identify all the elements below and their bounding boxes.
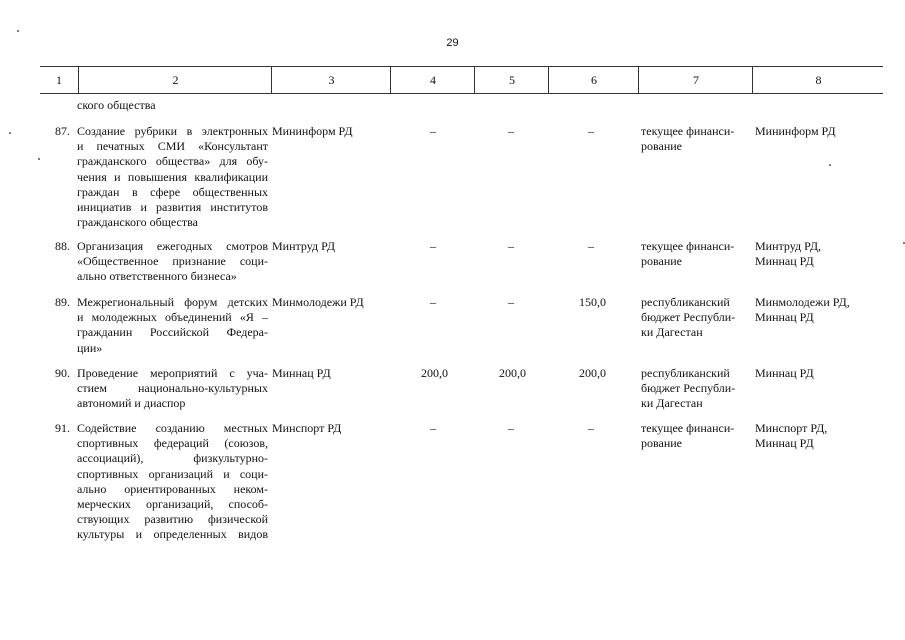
scan-speck (829, 164, 831, 166)
header-col-8: 8 (752, 67, 884, 93)
row-executor: Мининформ РД (272, 124, 353, 138)
row-source: республиканский бюджет Республи- ки Дагестан (641, 366, 736, 411)
row-col4: – (430, 124, 436, 138)
row-col6: – (588, 124, 594, 138)
header-col-1: 1 (56, 73, 62, 87)
row-responsible: Минспорт РД, Миннац РД (755, 421, 828, 451)
row-executor: Минмолодежи РД (272, 295, 364, 309)
row-description: Создание рубрики в электронных и печатных СМИ «Консультант гражданского общества» для обу- чения и повышения квалификации граждан в сфере общественных инициатив и развития институтов гражданского общества (77, 124, 268, 230)
table-header (40, 66, 883, 94)
header-col-4: 4 (390, 67, 475, 93)
row-description: Межрегиональный форум детских и молодежных объединений «Я – гражданин Российской Федера- ции» (77, 295, 268, 355)
scan-speck (17, 30, 19, 32)
continuation-text: ского общества (77, 98, 156, 112)
row-col6: – (588, 239, 594, 253)
row-col5: – (508, 239, 514, 253)
row-col6: – (588, 421, 594, 435)
row-source: текущее финанси- рование (641, 239, 735, 269)
row-responsible: Минтруд РД, Миннац РД (755, 239, 822, 269)
header-col-3: 3 (271, 67, 391, 93)
row-source: республиканский бюджет Республи- ки Дагестан (641, 295, 736, 340)
row-col6: 150,0 (579, 295, 606, 309)
row-col5: – (508, 295, 514, 309)
row-number: 87. (55, 124, 70, 138)
row-col5: – (508, 421, 514, 435)
row-number: 91. (55, 421, 70, 435)
row-description: Содействие созданию местных спортивных федераций (союзов, ассоциаций), физкультурно- спортивных организаций и соци- ально ориентированных неком- мерческих организаций, способ- ствующих развитию физической культуры и определенных видов (77, 421, 268, 542)
header-col-6: 6 (548, 67, 639, 93)
row-col5: – (508, 124, 514, 138)
row-number: 88. (55, 239, 70, 253)
row-col4: – (430, 295, 436, 309)
row-responsible: Мининформ РД (755, 124, 836, 138)
row-col4: – (430, 421, 436, 435)
row-executor: Минтруд РД (272, 239, 336, 253)
row-description: Организация ежегодных смотров «Общественное признание соци- ально ответственного бизнеса» (77, 239, 268, 284)
row-source: текущее финанси- рование (641, 421, 735, 451)
row-responsible: Миннац РД (755, 366, 814, 380)
page-number: 29 (446, 37, 459, 49)
row-executor: Миннац РД (272, 366, 331, 380)
row-source: текущее финанси- рование (641, 124, 735, 154)
row-col4: – (430, 239, 436, 253)
row-col6: 200,0 (579, 366, 606, 380)
row-description: Проведение мероприятий с уча- стием национально-культурных автономий и диаспор (77, 366, 268, 411)
header-col-5: 5 (474, 67, 549, 93)
row-col4: 200,0 (421, 366, 448, 380)
header-col-2: 2 (78, 67, 272, 93)
header-col-7: 7 (638, 67, 753, 93)
row-col5: 200,0 (499, 366, 526, 380)
row-number: 90. (55, 366, 70, 380)
row-number: 89. (55, 295, 70, 309)
row-responsible: Минмолодежи РД, Миннац РД (755, 295, 850, 325)
scan-speck (9, 132, 11, 134)
scan-speck (38, 158, 40, 160)
scan-speck (903, 242, 905, 244)
row-executor: Минспорт РД (272, 421, 342, 435)
